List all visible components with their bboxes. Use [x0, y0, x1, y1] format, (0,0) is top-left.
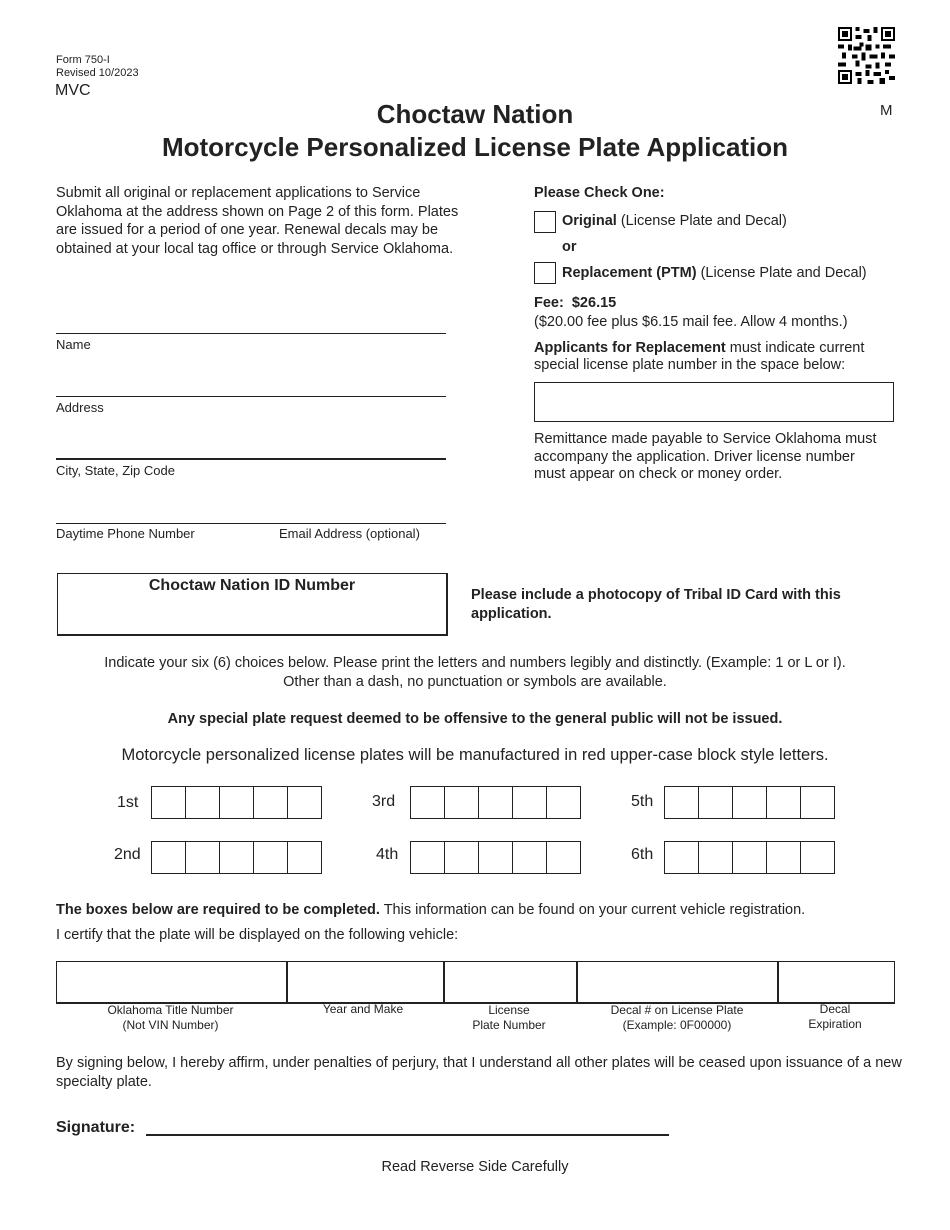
required-note-bold: The boxes below are required to be completed. [56, 902, 380, 918]
required-note-rest: This information can be found on your current vehicle registration. [379, 902, 806, 918]
city-state-zip-label: City, State, Zip Code [56, 463, 175, 478]
choice-2-label: 2nd [114, 846, 141, 863]
replacement-detail: (License Plate and Decal) [696, 265, 867, 281]
offensive-warning: Any special plate request deemed to be offensive to the general public will not be issued. [167, 711, 783, 727]
tribal-id-note: Please include a photocopy of Tribal ID Card with this application. [471, 587, 841, 622]
choice-1-label: 1st [117, 794, 139, 811]
city-state-zip-line[interactable] [56, 458, 446, 460]
vehicle-info-table [56, 961, 895, 1004]
choice-5-boxes[interactable] [664, 786, 835, 819]
title-number-label: Oklahoma Title Number (Not VIN Number) [107, 1003, 234, 1032]
choice-2-boxes[interactable] [151, 841, 322, 874]
style-note: Motorcycle personalized license plates will be manufactured in red upper-case block style letters. [121, 746, 829, 764]
form-number: Form 750-I [56, 54, 110, 66]
corner-letter: M [880, 102, 893, 119]
replacement-instruction-rest: must indicate current special license plate number in the space below: [534, 340, 865, 373]
replacement-checkbox[interactable] [534, 262, 556, 284]
signature-label: Signature: [56, 1119, 136, 1136]
license-plate-number-field[interactable] [445, 962, 578, 1002]
decal-number-field[interactable] [578, 962, 779, 1002]
year-make-field[interactable] [288, 962, 445, 1002]
email-label: Email Address (optional) [279, 526, 420, 541]
instruction-line-1: Indicate your six (6) choices below. Please print the letters and numbers legibly and distinctly. (Example: 1 or L or I). [104, 655, 846, 671]
address-label: Address [56, 400, 104, 415]
signature-line[interactable] [146, 1134, 669, 1136]
original-label: Original [562, 213, 617, 229]
phone-label: Daytime Phone Number [56, 526, 195, 541]
form-code: MVC [55, 82, 91, 99]
original-option [562, 212, 787, 231]
revised-date: Revised 10/2023 [56, 67, 139, 79]
title-line-1: Choctaw Nation [376, 99, 574, 129]
replacement-instruction-bold: Applicants for Replacement [534, 340, 726, 356]
replacement-option [562, 264, 867, 283]
choice-4-label: 4th [376, 846, 399, 863]
choice-4-boxes[interactable] [410, 841, 581, 874]
instruction-line-2: Other than a dash, no punctuation or symbols are available. [283, 674, 667, 690]
name-line[interactable] [56, 333, 446, 334]
choice-1-boxes[interactable] [151, 786, 322, 819]
year-make-label: Year and Make [322, 1002, 404, 1016]
original-detail: (License Plate and Decal) [616, 213, 787, 229]
title-line-2: Motorcycle Personalized License Plate Application [161, 132, 789, 162]
decal-number-label: Decal # on License Plate (Example: 0F00000) [610, 1003, 744, 1032]
footer-note: Read Reverse Side Carefully [381, 1159, 569, 1175]
replacement-plate-number-field[interactable] [534, 382, 894, 422]
decal-expiration-field[interactable] [779, 962, 894, 1002]
tribal-id-label: Choctaw Nation ID Number [148, 577, 356, 594]
title-number-field[interactable] [57, 962, 288, 1002]
replacement-label: Replacement (PTM) [562, 265, 697, 281]
choice-3-label: 3rd [372, 793, 396, 810]
name-label: Name [56, 337, 91, 352]
required-note [56, 901, 805, 920]
fee-label: Fee: $26.15 [534, 295, 617, 311]
tribal-id-field[interactable] [57, 573, 448, 636]
choice-6-label: 6th [631, 846, 654, 863]
original-checkbox[interactable] [534, 211, 556, 233]
affirmation-text: By signing below, I hereby affirm, under penalties of perjury, that I understand all other plates will be ceased upon issuance of a new specialty plate. [56, 1055, 902, 1090]
decal-expiration-label: Decal Expiration [808, 1002, 862, 1031]
choice-3-boxes[interactable] [410, 786, 581, 819]
remittance-text: Remittance made payable to Service Oklahoma must accompany the application. Driver license number must appear on check or money order. [534, 431, 877, 482]
license-plate-number-label: License Plate Number [472, 1003, 546, 1032]
replacement-instruction [534, 340, 904, 373]
choice-6-boxes[interactable] [664, 841, 835, 874]
certify-text: I certify that the plate will be displayed on the following vehicle: [56, 927, 459, 943]
choice-5-label: 5th [631, 793, 654, 810]
address-line[interactable] [56, 396, 446, 397]
or-text: or [562, 239, 577, 255]
phone-email-line[interactable] [56, 523, 446, 524]
fee-detail: ($20.00 fee plus $6.15 mail fee. Allow 4 months.) [534, 314, 848, 330]
qr-code-icon [838, 27, 895, 84]
intro-text: Submit all original or replacement applications to Service Oklahoma at the address shown on Page 2 of this form. Plates are issued for a period of one year. Renewal decals may be obtained at your local tag office or through Service Oklahoma. [56, 185, 459, 257]
check-one-heading: Please Check One: [534, 185, 665, 201]
